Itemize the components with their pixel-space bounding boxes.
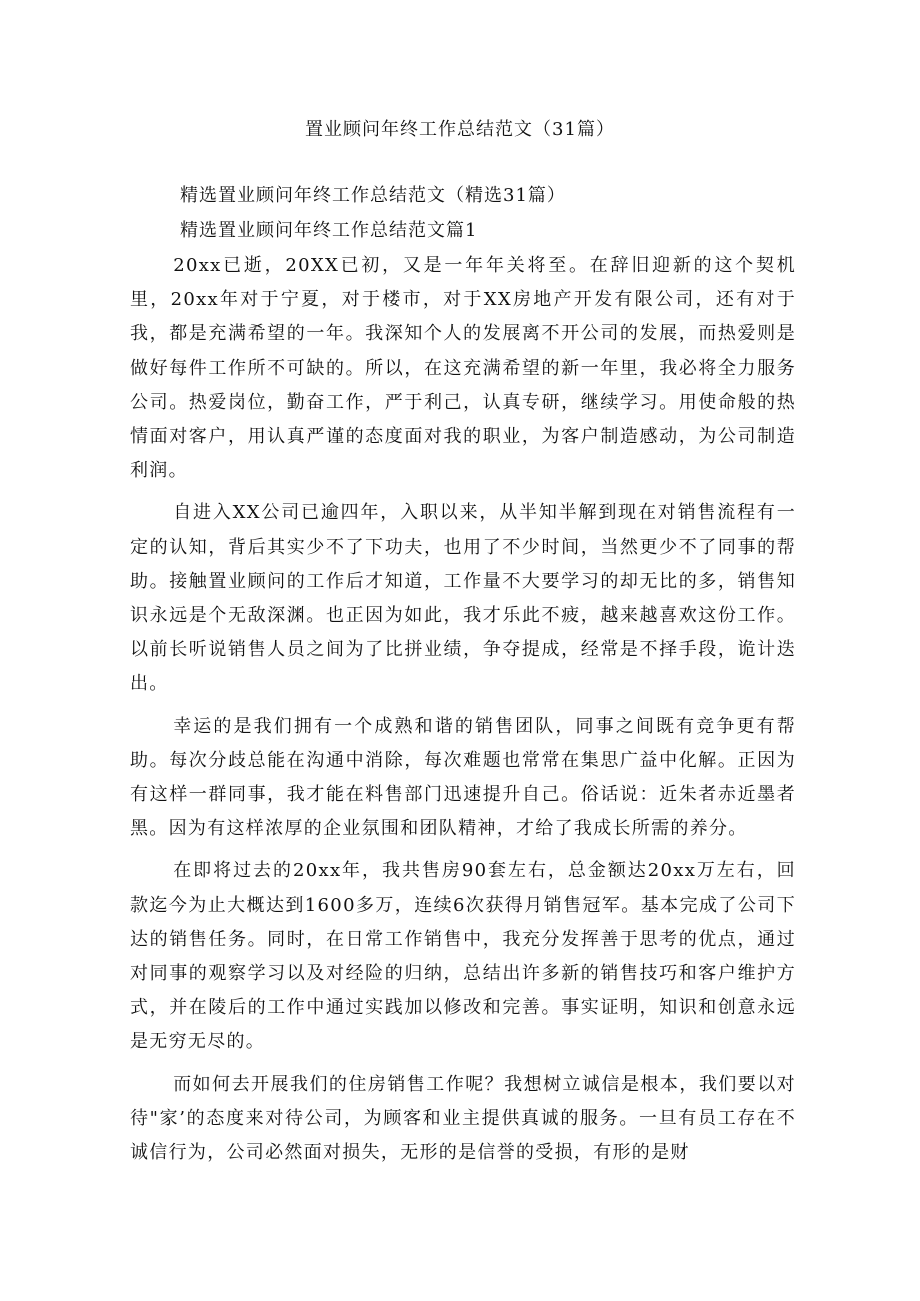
paragraph: 自进入XX公司已逾四年，入职以来，从半知半解到现在对销售流程有一定的认知，背后其实少不了下功夫，也用了不少时间，当然更少不了同事的帮助。接触置业顾问的工作后才知道，工作量不大要学习的却无比的多，销售知识永远是个无敌深渊。也正因为如此，我才乐此不疲，越来越喜欢这份工作。以前长听说销售人员之间为了比拼业绩，争夺提成，经常是不择手段，诡计迭出。: [130, 502, 796, 695]
document-title: 置业顾问年终工作总结范文（31篇）: [305, 119, 615, 140]
paragraph: 而如何去开展我们的住房销售工作呢？我想树立诚信是根本，我们要以对待"家’的态度来对待公司，为顾客和业主提供真诚的服务。一旦有员工存在不诚信行为，公司必然面对损失，无形的是信誉的受损，有形的是财: [130, 1073, 796, 1164]
paragraph: 幸运的是我们拥有一个成熟和谐的销售团队，同事之间既有竞争更有帮助。每次分歧总能在沟通中消除，每次难题也常常在集思广益中化解。正因为有这样一群同事，我才能在料售部门迅速提升自己。俗话说：近朱者赤近墨者黑。因为有这样浓厚的企业氛围和团队精神，才给了我成长所需的养分。: [130, 715, 796, 840]
document-subtitle: 精选置业顾问年终工作总结范文（精选31篇）: [180, 185, 566, 206]
paragraph: 在即将过去的20xx年，我共售房90套左右，总金额达20xx万左右，回款迄今为止大概达到1600多万，连续6次获得月销售冠军。基本完成了公司下达的销售任务。同时，在日常工作销售中，我充分发挥善于思考的优点，通过对同事的观察学习以及对经险的归纳，总结出许多新的销售技巧和客户维护方式，并在陵后的工作中通过实践加以修改和完善。事实证明，知识和创意永远是无穷无尽的。: [130, 860, 796, 1053]
document-body: [130, 249, 796, 1170]
section-heading: 精选置业顾问年终工作总结范文篇1: [180, 220, 478, 241]
paragraph: 20xx已逝，20XX已初，又是一年年关将至。在辞旧迎新的这个契机里，20xx年对于宁夏，对于楼市，对于XX房地产开发有限公司，还有对于我，都是充满希望的一年。我深知个人的发展离不开公司的发展，而热爱则是做好每件工作所不可缺的。所以，在这充满希望的新一年里，我必将全力服务公司。热爱岗位，勤奋工作，严于利己，认真专研，继续学习。用使命般的热情面对客户，用认真严谨的态度面对我的职业，为客户制造感动，为公司制造利润。: [130, 255, 796, 482]
